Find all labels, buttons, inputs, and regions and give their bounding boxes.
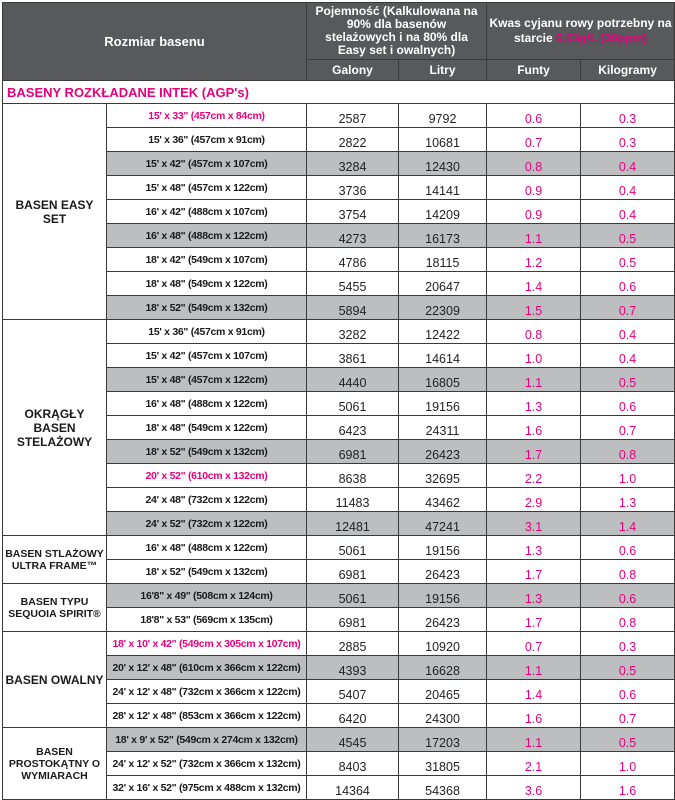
table-row: [3, 728, 675, 752]
liters-value: 26423: [399, 440, 487, 464]
pounds-value: 0.8: [487, 320, 581, 344]
liters-value: 16628: [399, 656, 487, 680]
gallons-value: 5061: [307, 392, 399, 416]
pool-dimensions: 15' x 36" (457cm x 91cm): [107, 128, 307, 152]
pounds-value: 1.2: [487, 248, 581, 272]
pool-dimensions: 24' x 48" (732cm x 122cm): [107, 488, 307, 512]
liters-value: 16805: [399, 368, 487, 392]
pool-capacity-table: [2, 2, 675, 800]
liters-value: 17203: [399, 728, 487, 752]
pool-dimensions: 18' x 48" (549cm x 122cm): [107, 416, 307, 440]
table-header: [3, 3, 675, 81]
liters-value: 20647: [399, 272, 487, 296]
pool-dimensions: 18' x 42" (549cm x 107cm): [107, 248, 307, 272]
header-acid-concentration: 0.03g/L (30ppm): [555, 31, 648, 45]
liters-value: 19156: [399, 536, 487, 560]
gallons-value: 3861: [307, 344, 399, 368]
pounds-value: 1.6: [487, 416, 581, 440]
pool-dimensions: 16' x 48" (488cm x 122cm): [107, 224, 307, 248]
liters-value: 26423: [399, 608, 487, 632]
pool-dimensions: 18' x 52" (549cm x 132cm): [107, 440, 307, 464]
pounds-value: 2.2: [487, 464, 581, 488]
pounds-value: 1.1: [487, 656, 581, 680]
kilograms-value: 0.8: [581, 560, 675, 584]
pounds-value: 0.7: [487, 128, 581, 152]
liters-value: 24300: [399, 704, 487, 728]
table-row: [3, 104, 675, 128]
header-pool-size: Rozmiar basenu: [3, 3, 307, 81]
pool-type-label: OKRĄGŁY BASEN STELAŻOWY: [3, 320, 107, 536]
pool-dimensions: 16' x 48" (488cm x 122cm): [107, 536, 307, 560]
liters-value: 24311: [399, 416, 487, 440]
kilograms-value: 0.6: [581, 536, 675, 560]
pool-dimensions: 28' x 12' x 48" (853cm x 366cm x 122cm): [107, 704, 307, 728]
kilograms-value: 1.0: [581, 464, 675, 488]
liters-value: 20465: [399, 680, 487, 704]
gallons-value: 2885: [307, 632, 399, 656]
pool-dimensions: 15' x 48" (457cm x 122cm): [107, 368, 307, 392]
gallons-value: 4440: [307, 368, 399, 392]
pounds-value: 2.1: [487, 752, 581, 776]
kilograms-value: 0.6: [581, 392, 675, 416]
liters-value: 47241: [399, 512, 487, 536]
gallons-value: 2587: [307, 104, 399, 128]
pounds-value: 1.1: [487, 728, 581, 752]
kilograms-value: 0.3: [581, 632, 675, 656]
pounds-value: 2.9: [487, 488, 581, 512]
table-body: [3, 81, 675, 800]
pounds-value: 1.7: [487, 440, 581, 464]
liters-value: 9792: [399, 104, 487, 128]
kilograms-value: 0.5: [581, 368, 675, 392]
pool-type-label: BASEN EASY SET: [3, 104, 107, 320]
pool-dimensions: 20' x 12' x 48" (610cm x 366cm x 122cm): [107, 656, 307, 680]
liters-value: 16173: [399, 224, 487, 248]
liters-value: 14209: [399, 200, 487, 224]
gallons-value: 2822: [307, 128, 399, 152]
section-title: BASENY ROZKŁADANE INTEK (AGP's): [3, 81, 675, 104]
gallons-value: 4393: [307, 656, 399, 680]
pool-type-label: BASEN STLAŻOWY ULTRA FRAME™: [3, 536, 107, 584]
kilograms-value: 0.5: [581, 248, 675, 272]
pounds-value: 0.7: [487, 632, 581, 656]
pool-dimensions: 15' x 42" (457cm x 107cm): [107, 344, 307, 368]
gallons-value: 5407: [307, 680, 399, 704]
liters-value: 26423: [399, 560, 487, 584]
kilograms-value: 1.4: [581, 512, 675, 536]
gallons-value: 5061: [307, 584, 399, 608]
kilograms-value: 0.3: [581, 104, 675, 128]
liters-value: 18115: [399, 248, 487, 272]
pool-dimensions: 20' x 52" (610cm x 132cm): [107, 464, 307, 488]
pool-dimensions: 24' x 52" (732cm x 122cm): [107, 512, 307, 536]
pool-dimensions: 16' x 42" (488cm x 107cm): [107, 200, 307, 224]
kilograms-value: 0.4: [581, 152, 675, 176]
header-liters: Litry: [399, 60, 487, 81]
header-acid-text: Kwas cyjanu rowy potrzebny na starcie: [489, 16, 672, 45]
kilograms-value: 0.7: [581, 416, 675, 440]
gallons-value: 11483: [307, 488, 399, 512]
kilograms-value: 0.5: [581, 728, 675, 752]
pounds-value: 1.7: [487, 608, 581, 632]
header-pounds: Funty: [487, 60, 581, 81]
gallons-value: 6423: [307, 416, 399, 440]
pounds-value: 1.3: [487, 536, 581, 560]
pool-dimensions: 16' x 48" (488cm x 122cm): [107, 392, 307, 416]
pool-dimensions: 15' x 42" (457cm x 107cm): [107, 152, 307, 176]
liters-value: 31805: [399, 752, 487, 776]
liters-value: 14141: [399, 176, 487, 200]
pool-dimensions: 16'8" x 49" (508cm x 124cm): [107, 584, 307, 608]
table-row: [3, 320, 675, 344]
pool-dimensions: 18' x 52" (549cm x 132cm): [107, 560, 307, 584]
kilograms-value: 0.7: [581, 704, 675, 728]
pounds-value: 1.1: [487, 224, 581, 248]
gallons-value: 5455: [307, 272, 399, 296]
pounds-value: 1.7: [487, 560, 581, 584]
gallons-value: 5061: [307, 536, 399, 560]
gallons-value: 8403: [307, 752, 399, 776]
pounds-value: 0.6: [487, 104, 581, 128]
liters-value: 43462: [399, 488, 487, 512]
gallons-value: 3754: [307, 200, 399, 224]
pounds-value: 1.6: [487, 704, 581, 728]
pounds-value: 1.5: [487, 296, 581, 320]
gallons-value: 6981: [307, 440, 399, 464]
kilograms-value: 0.6: [581, 272, 675, 296]
header-gallons: Galony: [307, 60, 399, 81]
kilograms-value: 0.8: [581, 440, 675, 464]
liters-value: 54368: [399, 776, 487, 800]
kilograms-value: 1.3: [581, 488, 675, 512]
pounds-value: 1.3: [487, 392, 581, 416]
gallons-value: 4786: [307, 248, 399, 272]
pool-type-label: BASEN TYPU SEQUOIA SPIRIT®: [3, 584, 107, 632]
pool-dimensions: 15' x 36" (457cm x 91cm): [107, 320, 307, 344]
table-row: [3, 584, 675, 608]
pool-dimensions: 18' x 10' x 42" (549cm x 305cm x 107cm): [107, 632, 307, 656]
liters-value: 22309: [399, 296, 487, 320]
gallons-value: 4545: [307, 728, 399, 752]
gallons-value: 3282: [307, 320, 399, 344]
kilograms-value: 0.8: [581, 608, 675, 632]
gallons-value: 3736: [307, 176, 399, 200]
liters-value: 19156: [399, 584, 487, 608]
pool-dimensions: 24' x 12' x 48" (732cm x 366cm x 122cm): [107, 680, 307, 704]
pool-dimensions: 18' x 52" (549cm x 132cm): [107, 296, 307, 320]
gallons-value: 8638: [307, 464, 399, 488]
liters-value: 32695: [399, 464, 487, 488]
pounds-value: 0.9: [487, 176, 581, 200]
pool-dimensions: 18' x 9' x 52" (549cm x 274cm x 132cm): [107, 728, 307, 752]
table-row: [3, 632, 675, 656]
pounds-value: 1.4: [487, 680, 581, 704]
kilograms-value: 0.3: [581, 128, 675, 152]
liters-value: 10920: [399, 632, 487, 656]
gallons-value: 3284: [307, 152, 399, 176]
gallons-value: 4273: [307, 224, 399, 248]
gallons-value: 6981: [307, 608, 399, 632]
pounds-value: 0.9: [487, 200, 581, 224]
kilograms-value: 0.4: [581, 200, 675, 224]
kilograms-value: 0.6: [581, 584, 675, 608]
header-kilograms: Kilogramy: [581, 60, 675, 81]
header-cyanuric-acid: [487, 3, 675, 60]
table-row: [3, 536, 675, 560]
pool-dimensions: 15' x 33" (457cm x 84cm): [107, 104, 307, 128]
header-capacity: Pojemność (Kalkulowana na 90% dla basenów stelażowych i na 80% dla Easy set i owalnych): [307, 3, 487, 60]
kilograms-value: 0.4: [581, 320, 675, 344]
pounds-value: 1.1: [487, 368, 581, 392]
gallons-value: 5894: [307, 296, 399, 320]
kilograms-value: 0.5: [581, 656, 675, 680]
liters-value: 19156: [399, 392, 487, 416]
pounds-value: 3.6: [487, 776, 581, 800]
kilograms-value: 0.7: [581, 296, 675, 320]
kilograms-value: 1.6: [581, 776, 675, 800]
pool-dimensions: 15' x 48" (457cm x 122cm): [107, 176, 307, 200]
pool-dimensions: 18'8" x 53" (569cm x 135cm): [107, 608, 307, 632]
liters-value: 14614: [399, 344, 487, 368]
pounds-value: 1.4: [487, 272, 581, 296]
kilograms-value: 1.0: [581, 752, 675, 776]
liters-value: 12422: [399, 320, 487, 344]
liters-value: 12430: [399, 152, 487, 176]
pool-dimensions: 32' x 16' x 52" (975cm x 488cm x 132cm): [107, 776, 307, 800]
pool-dimensions: 24' x 12' x 52" (732cm x 366cm x 132cm): [107, 752, 307, 776]
pounds-value: 3.1: [487, 512, 581, 536]
gallons-value: 6420: [307, 704, 399, 728]
gallons-value: 6981: [307, 560, 399, 584]
liters-value: 10681: [399, 128, 487, 152]
pounds-value: 0.8: [487, 152, 581, 176]
pounds-value: 1.0: [487, 344, 581, 368]
gallons-value: 12481: [307, 512, 399, 536]
pool-type-label: BASEN OWALNY: [3, 632, 107, 728]
pounds-value: 1.3: [487, 584, 581, 608]
gallons-value: 14364: [307, 776, 399, 800]
kilograms-value: 0.5: [581, 224, 675, 248]
pool-dimensions: 18' x 48" (549cm x 122cm): [107, 272, 307, 296]
pool-type-label: BASEN PROSTOKĄTNY O WYMIARACH: [3, 728, 107, 800]
kilograms-value: 0.6: [581, 680, 675, 704]
kilograms-value: 0.4: [581, 344, 675, 368]
kilograms-value: 0.4: [581, 176, 675, 200]
